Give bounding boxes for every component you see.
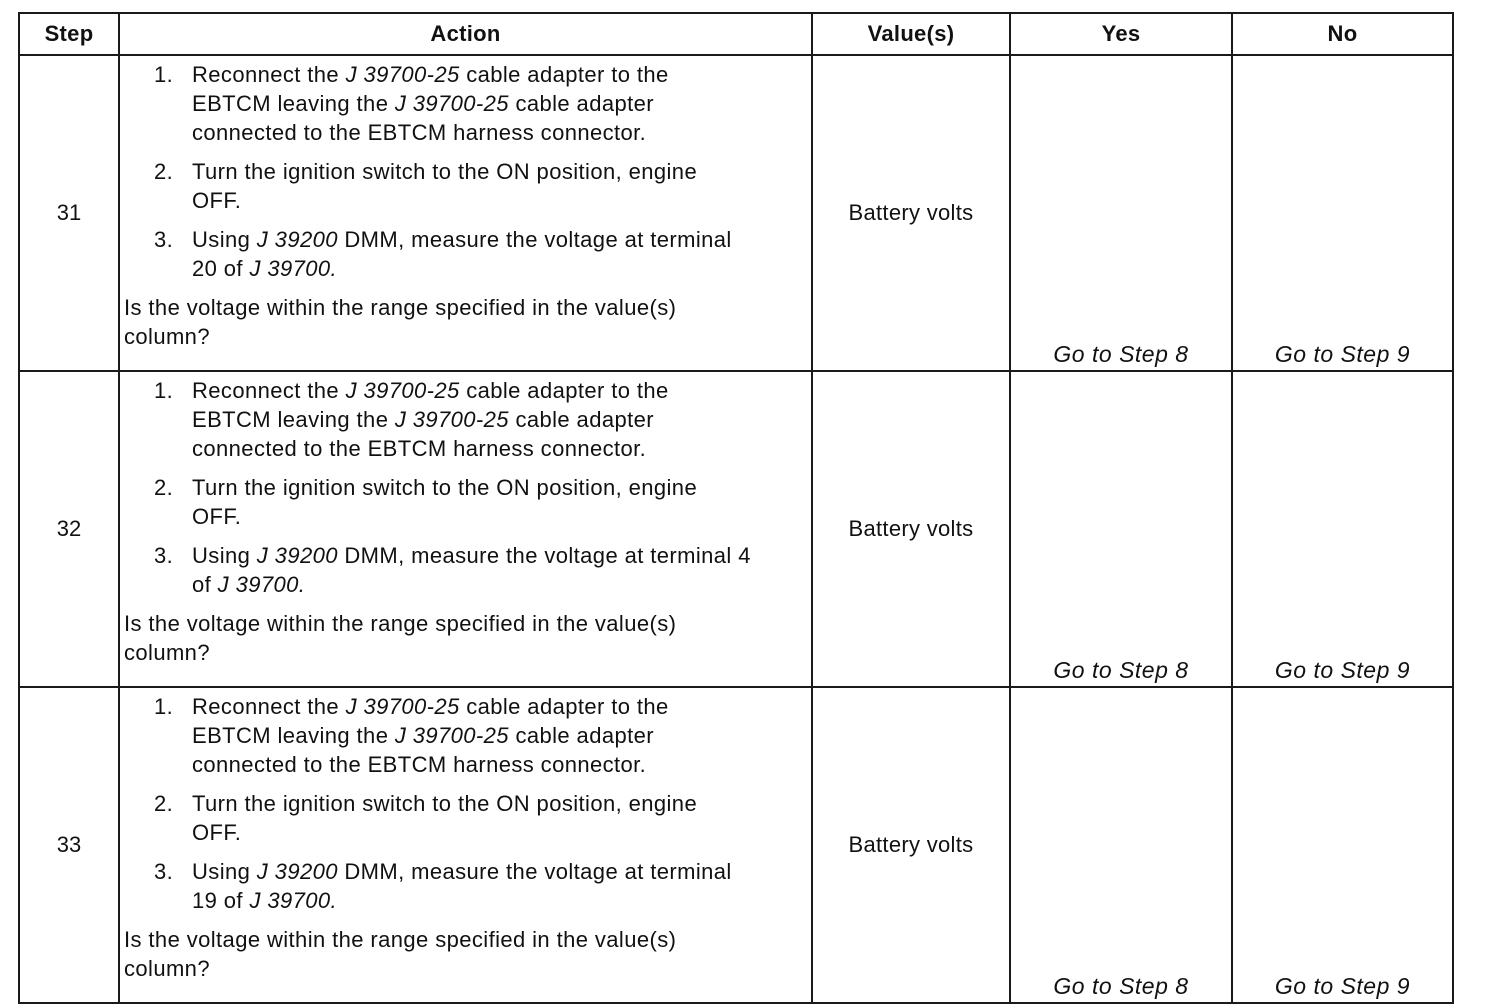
table-header-row: [19, 13, 1453, 55]
action-text: Turn the ignition switch to the ON position, engine OFF.: [192, 791, 698, 845]
table-row: [19, 687, 1453, 1003]
diagnostic-table: [18, 12, 1454, 1004]
diagnostic-table-page: [18, 12, 1454, 1004]
action-text: cable adapter to the EBTCM leaving the: [192, 62, 669, 116]
action-step-item: [124, 541, 752, 599]
action-step-item: [124, 692, 752, 779]
tool-number: J 39200: [256, 543, 338, 568]
action-step-number: 2.: [154, 475, 174, 500]
action-step-item: [124, 157, 752, 215]
no-goto-cell: Go to Step 9: [1232, 371, 1453, 687]
action-step-list: [124, 60, 805, 283]
value-cell: Battery volts: [812, 55, 1010, 371]
action-question: Is the voltage within the range specified in the value(s) column?: [124, 927, 677, 981]
action-text: Reconnect the: [192, 62, 346, 87]
header-step: Step: [19, 13, 119, 55]
tool-number: J 39700-25: [394, 91, 509, 116]
action-text: cable adapter to the EBTCM leaving the: [192, 378, 669, 432]
action-step-item: [124, 789, 752, 847]
action-step-list: [124, 376, 805, 599]
action-step-number: 2.: [154, 791, 174, 816]
action-text: Using: [192, 227, 257, 252]
action-step-number: 3.: [154, 227, 174, 252]
action-text: Using: [192, 859, 257, 884]
action-step-number: 1.: [154, 378, 174, 403]
value-cell: Battery volts: [812, 371, 1010, 687]
yes-goto-cell: Go to Step 8: [1010, 55, 1232, 371]
action-text: Using: [192, 543, 257, 568]
action-step-item: [124, 225, 752, 283]
step-number: 31: [19, 55, 119, 371]
tool-number: J 39700-25: [345, 694, 460, 719]
tool-number: J 39700-25: [345, 378, 460, 403]
action-text: cable adapter to the EBTCM leaving the: [192, 694, 669, 748]
no-goto-cell: Go to Step 9: [1232, 55, 1453, 371]
action-step-number: 3.: [154, 543, 174, 568]
tool-number: J 39200: [256, 859, 338, 884]
table-row: [19, 55, 1453, 371]
action-step-number: 3.: [154, 859, 174, 884]
action-step-number: 2.: [154, 159, 174, 184]
step-number: 32: [19, 371, 119, 687]
tool-number: J 39700-25: [394, 723, 509, 748]
tool-number: J 39700.: [217, 572, 306, 597]
action-text: Reconnect the: [192, 378, 346, 403]
action-question: Is the voltage within the range specified in the value(s) column?: [124, 295, 677, 349]
table-row: [19, 371, 1453, 687]
action-step-item: [124, 60, 752, 147]
action-step-item: [124, 857, 752, 915]
yes-goto-cell: Go to Step 8: [1010, 371, 1232, 687]
action-text: cable adapter connected to the EBTCM harness connector.: [192, 91, 654, 145]
tool-number: J 39700.: [249, 888, 338, 913]
action-text: DMM, measure the voltage at terminal 4 of: [192, 543, 751, 597]
no-goto-cell: Go to Step 9: [1232, 687, 1453, 1003]
action-step-item: [124, 473, 752, 531]
action-text: Turn the ignition switch to the ON position, engine OFF.: [192, 475, 698, 529]
step-number: 33: [19, 687, 119, 1003]
action-step-item: [124, 376, 752, 463]
tool-number: J 39700-25: [394, 407, 509, 432]
action-question: Is the voltage within the range specified in the value(s) column?: [124, 611, 677, 665]
tool-number: J 39700-25: [345, 62, 460, 87]
action-text: cable adapter connected to the EBTCM harness connector.: [192, 723, 654, 777]
value-cell: Battery volts: [812, 687, 1010, 1003]
header-no: No: [1232, 13, 1453, 55]
action-text: Reconnect the: [192, 694, 346, 719]
header-action: Action: [119, 13, 812, 55]
header-values: Value(s): [812, 13, 1010, 55]
action-step-number: 1.: [154, 694, 174, 719]
action-cell: [119, 371, 812, 687]
yes-goto-cell: Go to Step 8: [1010, 687, 1232, 1003]
header-yes: Yes: [1010, 13, 1232, 55]
tool-number: J 39200: [256, 227, 338, 252]
action-step-list: [124, 692, 805, 915]
tool-number: J 39700.: [249, 256, 338, 281]
action-text: DMM, measure the voltage at terminal 20 of: [192, 227, 732, 281]
action-text: DMM, measure the voltage at terminal 19 of: [192, 859, 732, 913]
action-cell: [119, 55, 812, 371]
action-step-number: 1.: [154, 62, 174, 87]
action-text: Turn the ignition switch to the ON position, engine OFF.: [192, 159, 698, 213]
action-cell: [119, 687, 812, 1003]
action-text: cable adapter connected to the EBTCM harness connector.: [192, 407, 654, 461]
